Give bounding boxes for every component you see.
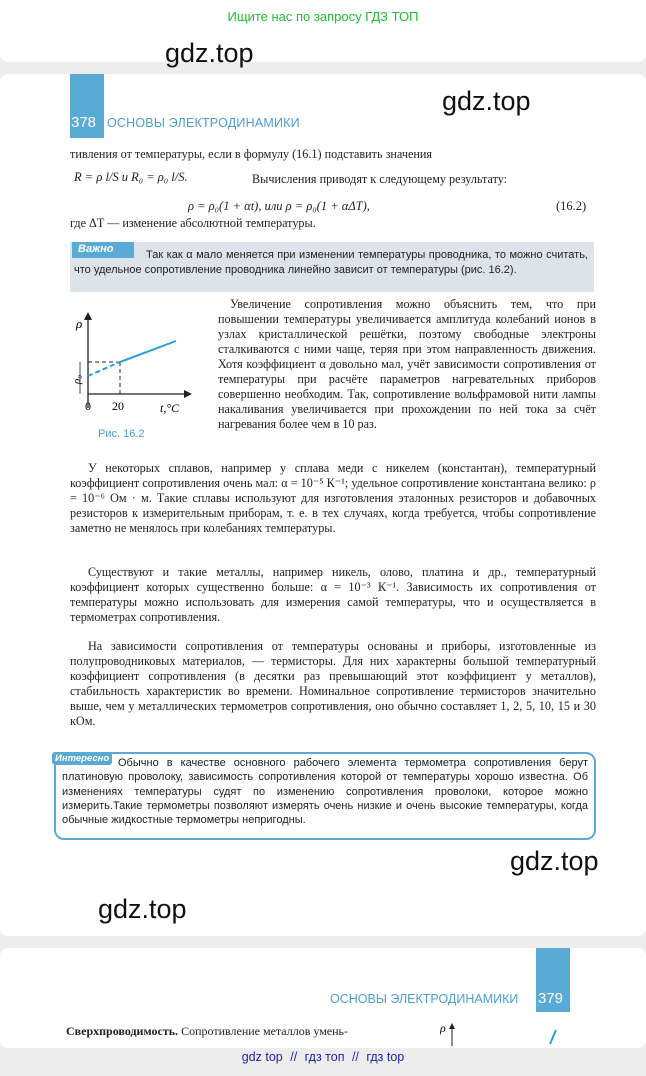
paragraph-resistance-increase: Увеличение сопротивления можно объяснить тем, что при повышении температуры увеличивается амплитуда колебаний ионов в узлах кристаллической решётки, поэтому свободные электроны сталкиваются с ними чаще, теряя при этом направленность движения. Хотя коэффициент α довольно мал, учёт зависимости сопротивления от температуры при расчёте параметров нагревательных приборов совершенно необходим. Так, сопротивление вольфрамовой нити лампы накаливания увеличивается при прохождении по ней тока за счёт нагревания более чем в 10 раз. (218, 297, 596, 431)
interesting-note-text: Обычно в качестве основного рабочего элемента термометра сопротивления берут платиновую проволоку, зависимость сопротивления которой от температуры хорошо известна. Об изменениях температуры судят по изменению сопротивления проволоки, которое можно измерить.Такие термометры позволяют измерять очень низкие и очень высокие температуры, когда обычные жидкостные термометры непригодны. (62, 757, 588, 827)
important-label: Важно (72, 242, 134, 258)
watermark: gdz.top (442, 86, 531, 116)
figure-caption: Рис. 16.2 (98, 428, 145, 440)
important-note-text: Так как α мало меняется при изменении температуры проводника, то можно считать, что удельное сопротивление проводника линейно зависит от температуры (рис. 16.2). (74, 249, 588, 276)
page2-figure-partial (440, 1020, 560, 1048)
paragraph-intro-tail: Вычисления приводят к следующему результату: (252, 172, 508, 186)
page2-fig-y-label: ρ (440, 1021, 446, 1035)
tick-20: 20 (112, 399, 124, 413)
formula-r: R = ρ l/S и R₀ = ρ₀ l/S. (74, 170, 188, 184)
page2-fig-line (550, 1030, 556, 1044)
x-axis-arrow (184, 390, 192, 398)
search-banner[interactable]: Ищите нас по запросу ГДЗ ТОП (0, 0, 646, 34)
page-number: 378 (71, 114, 97, 131)
tick-0: 0 (85, 399, 91, 413)
paragraph-delta-t: где ΔT — изменение абсолютной температуры. (70, 216, 316, 230)
paragraph-metals: Существуют и такие металлы, например никель, олово, платина и др., температурный коэффициент которых существенно больше: α = 10⁻³ К⁻¹. Зависимость их сопротивления от температуры можно использовать для измерения самой температуры, что и осуществляется в термометрах сопротивления. (70, 565, 596, 624)
equation-16-2: ρ = ρ₀(1 + αt), или ρ = ρ₀(1 + αΔT), (188, 199, 370, 213)
footer-separator: // (351, 1050, 359, 1064)
footer-link-gdz-top-ru[interactable]: гдз топ (304, 1050, 345, 1064)
y-axis-label: ρ (76, 316, 83, 331)
page2-text: Сопротивление металлов умень- (181, 1024, 349, 1038)
page2-heading: Сверхпроводимость. (66, 1024, 179, 1038)
footer-link-gdz-top[interactable]: gdz top (241, 1050, 283, 1064)
page2-section-title: ОСНОВЫ ЭЛЕКТРОДИНАМИКИ (330, 992, 519, 1006)
section-title: ОСНОВЫ ЭЛЕКТРОДИНАМИКИ (107, 116, 300, 130)
paragraph-intro-line: тивления от температуры, если в формулу (16.1) подставить значения (70, 147, 433, 161)
y-axis-arrow (84, 312, 92, 320)
figure-16-2-graph (68, 310, 218, 422)
watermark: gdz.top (510, 846, 599, 876)
page2-number: 379 (538, 990, 564, 1007)
page2-fig-arrow (449, 1023, 455, 1029)
paragraph-thermistors: На зависимости сопротивления от температуры основаны и приборы, изготовленные из полупроводниковых материалов, — термисторы. Для них характерны большой температурный коэффициент сопротивления (в десятки раз превышающий этот коэффициент у металлов), стабильность характеристик во времени. Номинальное сопротивление термисторов значительно выше, чем у металлических термометров сопротивления, оно обычно составляет 1, 2, 5, 10, 15 и 30 кОм. (70, 639, 596, 728)
interesting-label: Интересно (52, 752, 112, 765)
x-axis-label: t,°C (160, 401, 180, 415)
watermark: gdz.top (98, 894, 187, 924)
rho0-label: ρ₀ (71, 374, 83, 384)
footer-link-gdz-top-mixed[interactable]: гдз top (366, 1050, 405, 1064)
equation-number: (16.2) (556, 199, 587, 213)
paragraph-alloys: У некоторых сплавов, например у сплава меди с никелем (константан), температурный коэффициент сопротивления очень мал: α = 10⁻⁵ К⁻¹; удельное сопротивление константана велико: ρ = 10⁻⁶ Ом · м. Такие сплавы используют для изготовления эталонных резисторов и добавочных резисторов к измерительным приборам, т. е. в тех случаях, когда требуется, чтобы сопротивление заметно не менялось при колебаниях температуры. (70, 461, 596, 535)
footer-links (0, 1050, 646, 1064)
watermark: gdz.top (165, 38, 254, 68)
footer-separator: // (290, 1050, 298, 1064)
extrapolated-line (88, 362, 120, 376)
page2-first-line (66, 1024, 348, 1039)
resistivity-line (120, 341, 176, 362)
